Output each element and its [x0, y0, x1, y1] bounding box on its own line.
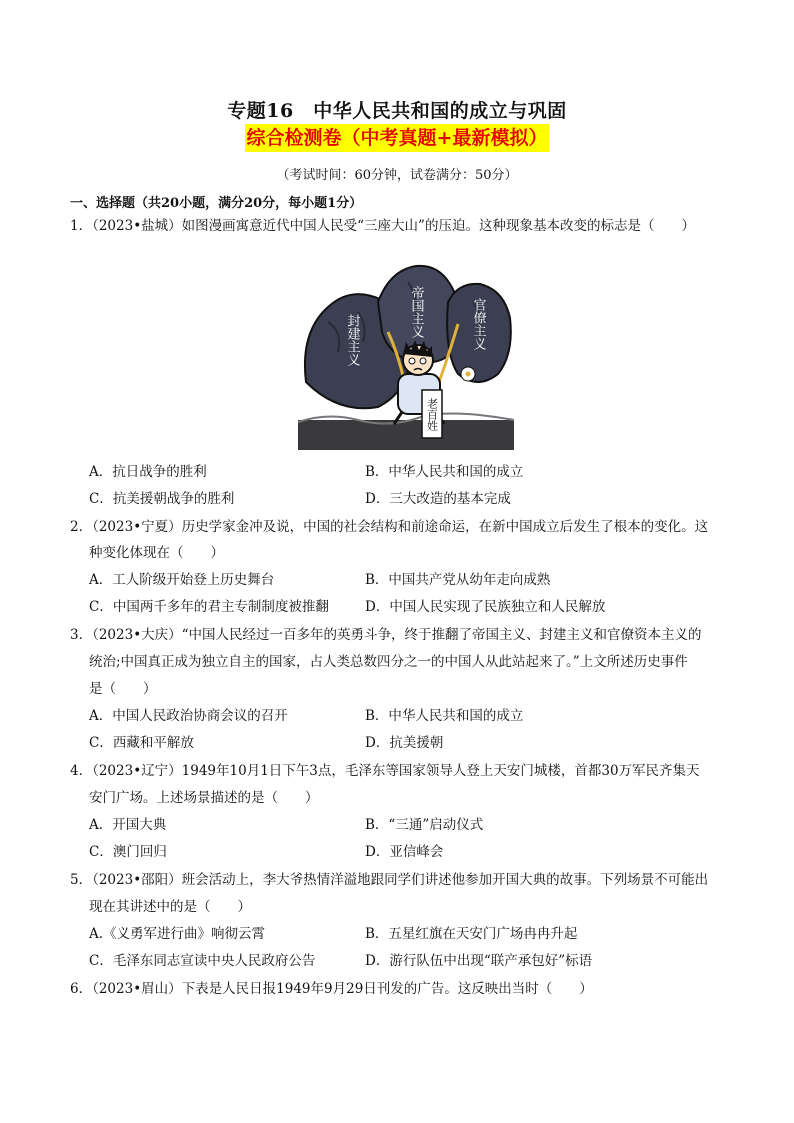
q3-option-c: C．西藏和平解放	[89, 735, 194, 751]
q2-option-a: A．工人阶级开始登上历史舞台	[89, 572, 275, 588]
q1-option-b: B．中华人民共和国的成立	[365, 464, 524, 480]
q5-option-a: A.《义勇军进行曲》响彻云霄	[89, 926, 266, 942]
q5-option-c: C．毛泽东同志宣读中央人民政府公告	[89, 953, 316, 969]
question-1-line-1: 1．（2023•盐城）如图漫画寓意近代中国人民受“三座大山”的压迫。这种现象基本改变的标志是（ ）	[70, 218, 695, 234]
q5-option-d: D．游行队伍中出现“联产承包好”标语	[365, 953, 593, 969]
q4-option-d: D．亚信峰会	[365, 844, 444, 860]
question-2-line-1: 2．（2023•宁夏）历史学家金冲及说，中国的社会结构和前途命运，在新中国成立后发生了根本的变化。这	[70, 519, 709, 535]
q3-option-b: B．中华人民共和国的成立	[365, 708, 524, 724]
exam-info: （考试时间：60分钟，试卷满分：50分）	[276, 168, 518, 183]
question-5-line-1: 5．（2023•邵阳）班会活动上，李大爷热情洋溢地跟同学们讲述他参加开国大典的故事。下列场景不可能出	[70, 872, 709, 888]
q2-option-b: B．中国共产党从幼年走向成熟	[365, 572, 551, 588]
question-6-line-1: 6．（2023•眉山）下表是人民日报1949年9月29日刊发的广告。这反映出当时（ ）	[70, 981, 593, 997]
question-2-line-2: 种变化体现在（ ）	[89, 545, 224, 561]
question-3-line-1: 3．（2023•大庆）“中国人民经过一百多年的英勇斗争，终于推翻了帝国主义、封建主义和官僚资本主义的	[70, 627, 702, 643]
mountain-label-feudalism: 封建主义	[344, 314, 360, 366]
section-heading: 一、选择题（共20小题，满分20分，每小题1分）	[70, 196, 363, 211]
q2-option-c: C．中国两千多年的君主专制制度被推翻	[89, 599, 329, 615]
subtitle-wrapper	[0, 124, 794, 152]
question-3-line-3: 是（ ）	[89, 681, 157, 697]
page-subtitle: 综合检测卷（中考真题+最新模拟）	[245, 124, 550, 152]
mountain-label-imperialism: 帝国主义	[408, 286, 424, 338]
page-title: 专题16 中华人民共和国的成立与巩固	[227, 100, 567, 122]
question-5-line-2: 现在其讲述中的是（ ）	[89, 899, 251, 915]
question-3-line-2: 统治;中国真正成为独立自主的国家，占人类总数四分之一的中国人从此站起来了。”上文所述历史事件	[89, 654, 688, 670]
q4-option-c: C．澳门回归	[89, 844, 167, 860]
question-4-line-1: 4．（2023•辽宁）1949年10月1日下午3点，毛泽东等国家领导人登上天安门城楼，首都30万军民齐集天	[70, 763, 700, 779]
q3-option-a: A．中国人民政治协商会议的召开	[89, 708, 288, 724]
q5-option-b: B．五星红旗在天安门广场冉冉升起	[365, 926, 578, 942]
q1-option-c: C．抗美援朝战争的胜利	[89, 491, 235, 507]
three-mountains-cartoon	[298, 262, 514, 450]
q3-option-d: D．抗美援朝	[365, 735, 444, 751]
question-4-line-2: 安门广场。上述场景描述的是（ ）	[89, 790, 319, 806]
cartoon-sign-label: 老百姓	[425, 398, 439, 431]
q1-option-a: A．抗日战争的胜利	[89, 464, 207, 480]
q1-option-d: D．三大改造的基本完成	[365, 491, 511, 507]
q4-option-b: B．“三通”启动仪式	[365, 817, 484, 833]
q4-option-a: A．开国大典	[89, 817, 167, 833]
q2-option-d: D．中国人民实现了民族独立和人民解放	[365, 599, 606, 615]
mountain-label-bureaucracy: 官僚主义	[470, 298, 486, 350]
